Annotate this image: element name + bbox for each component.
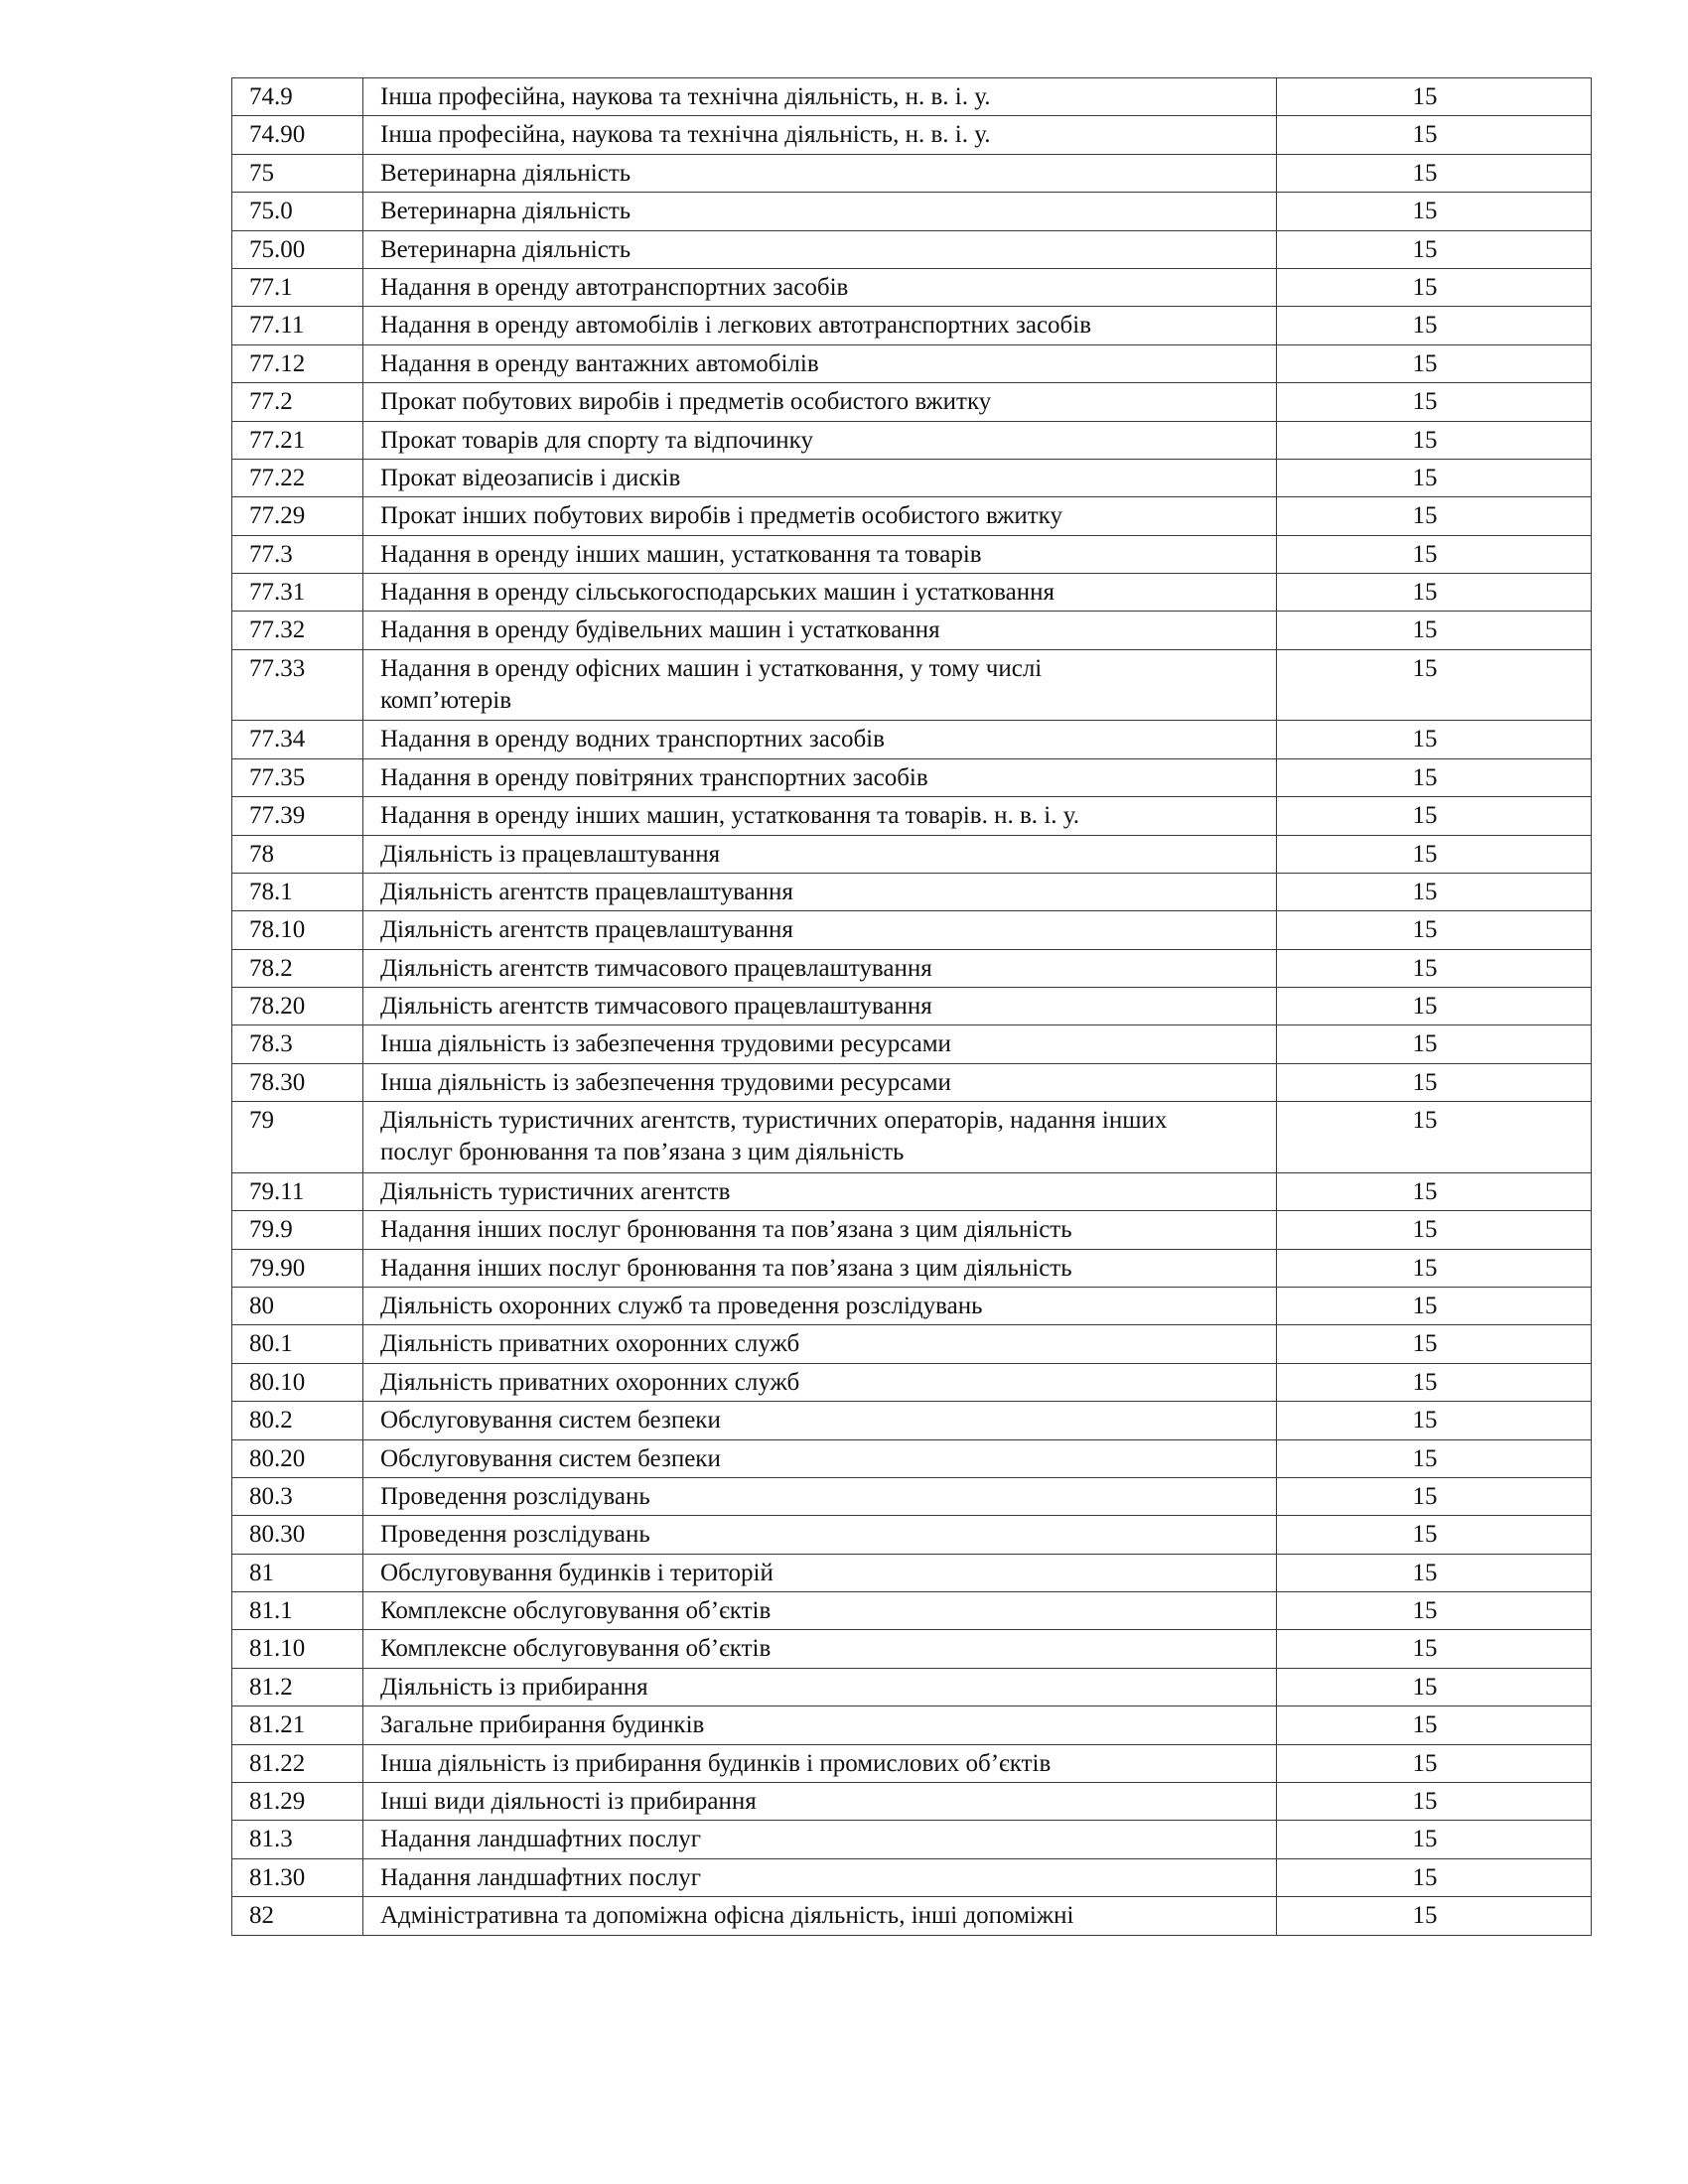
activity-rate: 15 [1277, 1172, 1592, 1210]
activity-code: 74.90 [232, 116, 363, 154]
activity-name [363, 1858, 1277, 1896]
activity-name [363, 1630, 1277, 1668]
activity-rate: 15 [1277, 497, 1592, 535]
activity-code: 78.30 [232, 1063, 363, 1101]
table-row [232, 1897, 1592, 1935]
activity-name [363, 873, 1277, 910]
table-row [232, 649, 1592, 721]
activity-name-line: Інша професійна, наукова та технічна діяльність, н. в. і. у. [380, 121, 991, 149]
activity-rate: 15 [1277, 1706, 1592, 1744]
activity-name [363, 1897, 1277, 1935]
activity-code: 78.2 [232, 949, 363, 987]
table-row [232, 230, 1592, 268]
table-row [232, 459, 1592, 496]
activity-rate: 15 [1277, 78, 1592, 116]
activity-table-body [232, 78, 1592, 1936]
activity-name [363, 1744, 1277, 1782]
activity-rate: 15 [1277, 1630, 1592, 1668]
activity-rate: 15 [1277, 1287, 1592, 1324]
activity-code: 77.22 [232, 459, 363, 496]
table-row [232, 1744, 1592, 1782]
table-row [232, 383, 1592, 421]
activity-name-line: Ветеринарна діяльність [380, 198, 632, 225]
activity-name [363, 307, 1277, 344]
activity-name [363, 574, 1277, 612]
activity-code: 81.21 [232, 1706, 363, 1744]
activity-code: 79 [232, 1102, 363, 1173]
activity-rate: 15 [1277, 154, 1592, 192]
activity-code: 81.2 [232, 1668, 363, 1706]
activity-name [363, 949, 1277, 987]
activity-name-line: Діяльність агентств працевлаштування [380, 916, 793, 944]
activity-name-line: Інші види діяльності із прибирання [380, 1788, 757, 1816]
activity-rate: 15 [1277, 649, 1592, 721]
table-row [232, 612, 1592, 649]
activity-name-line: Діяльність приватних охоронних служб [380, 1368, 800, 1396]
activity-code: 77.33 [232, 649, 363, 721]
table-row [232, 1516, 1592, 1554]
activity-rate: 15 [1277, 1363, 1592, 1401]
activity-rate: 15 [1277, 459, 1592, 496]
activity-name-line: Надання ландшафтних послуг [380, 1826, 701, 1853]
activity-name-line: Прокат відеозаписів і дисків [380, 464, 681, 491]
activity-code: 77.1 [232, 268, 363, 306]
activity-rate: 15 [1277, 1821, 1592, 1858]
activity-rate: 15 [1277, 612, 1592, 649]
activity-name-line: Надання ландшафтних послуг [380, 1863, 701, 1891]
table-row [232, 307, 1592, 344]
table-row [232, 78, 1592, 116]
activity-rate: 15 [1277, 1439, 1592, 1477]
activity-code: 77.12 [232, 344, 363, 382]
table-row [232, 1172, 1592, 1210]
activity-name-line: Діяльність агентств працевлаштування [380, 878, 793, 905]
table-row [232, 574, 1592, 612]
activity-name [363, 459, 1277, 496]
activity-code: 81 [232, 1554, 363, 1591]
activity-rate: 15 [1277, 988, 1592, 1025]
activity-name-line: Загальне прибирання будинків [380, 1711, 705, 1739]
activity-name-line: Комплексне обслуговування об’єктів [380, 1597, 772, 1625]
activity-rate: 15 [1277, 116, 1592, 154]
activity-name [363, 154, 1277, 192]
activity-name [363, 1439, 1277, 1477]
table-row [232, 1592, 1592, 1630]
activity-name [363, 835, 1277, 873]
activity-name-line: Надання в оренду автотранспортних засобів [380, 273, 849, 301]
table-row [232, 1025, 1592, 1063]
activity-code: 75.0 [232, 193, 363, 230]
activity-code: 79.9 [232, 1211, 363, 1249]
activity-code: 78.10 [232, 911, 363, 949]
activity-name [363, 1172, 1277, 1210]
activity-code: 77.3 [232, 535, 363, 573]
activity-name [363, 758, 1277, 796]
activity-name-line: Діяльність із працевлаштування [380, 840, 721, 868]
table-row [232, 1439, 1592, 1477]
activity-code: 80.30 [232, 1516, 363, 1554]
activity-name-line: Діяльність охоронних служб та проведення розслідувань [380, 1292, 983, 1319]
activity-name-line: Діяльність агентств тимчасового працевлаштування [380, 954, 932, 982]
activity-name [363, 1063, 1277, 1101]
table-row [232, 911, 1592, 949]
table-row [232, 1402, 1592, 1439]
activity-name [363, 1554, 1277, 1591]
table-row [232, 1102, 1592, 1173]
activity-name [363, 612, 1277, 649]
table-row [232, 1554, 1592, 1591]
activity-code: 79.90 [232, 1249, 363, 1287]
activity-name [363, 649, 1277, 721]
activity-rate: 15 [1277, 1592, 1592, 1630]
activity-name [363, 797, 1277, 835]
activity-name [363, 78, 1277, 116]
activity-rate: 15 [1277, 758, 1592, 796]
activity-name-line: Діяльність із прибирання [380, 1673, 648, 1701]
activity-name-line: Інша діяльність із прибирання будинків і промислових об’єктів [380, 1749, 1052, 1777]
table-row [232, 1325, 1592, 1363]
table-row [232, 154, 1592, 192]
activity-name-line: Надання в оренду офісних машин і устатковання, у тому числі [380, 654, 1043, 682]
activity-rate: 15 [1277, 307, 1592, 344]
activity-rate: 15 [1277, 1783, 1592, 1821]
activity-code: 80.3 [232, 1477, 363, 1515]
activity-name [363, 268, 1277, 306]
activity-name-line: Діяльність приватних охоронних служб [380, 1330, 800, 1358]
activity-name-line: Надання в оренду сільськогосподарських машин і устатковання [380, 579, 1055, 607]
activity-name [363, 1363, 1277, 1401]
table-row [232, 1249, 1592, 1287]
activity-rate: 15 [1277, 1516, 1592, 1554]
activity-rate: 15 [1277, 1325, 1592, 1363]
activity-name-line: Інша діяльність із забезпечення трудовими ресурсами [380, 1068, 951, 1096]
activity-name [363, 1025, 1277, 1063]
table-row [232, 721, 1592, 758]
table-row [232, 873, 1592, 910]
activity-name-line: Прокат побутових виробів і предметів особистого вжитку [380, 388, 992, 416]
activity-name-line: Надання в оренду водних транспортних засобів [380, 726, 885, 753]
activity-code: 78 [232, 835, 363, 873]
activity-name-line: Проведення розслідувань [380, 1521, 650, 1549]
activity-rate: 15 [1277, 421, 1592, 459]
table-row [232, 949, 1592, 987]
activity-rate: 15 [1277, 1025, 1592, 1063]
activity-rate: 15 [1277, 1897, 1592, 1935]
activity-name [363, 230, 1277, 268]
activity-table [231, 77, 1592, 1936]
activity-name-line: Діяльність агентств тимчасового працевлаштування [380, 993, 932, 1021]
table-row [232, 1363, 1592, 1401]
table-row [232, 1063, 1592, 1101]
activity-code: 77.29 [232, 497, 363, 535]
activity-name-line: Обслуговування будинків і територій [380, 1559, 774, 1586]
activity-rate: 15 [1277, 1249, 1592, 1287]
table-row [232, 268, 1592, 306]
activity-name [363, 421, 1277, 459]
activity-name [363, 911, 1277, 949]
activity-rate: 15 [1277, 1211, 1592, 1249]
activity-name [363, 1783, 1277, 1821]
activity-rate: 15 [1277, 1402, 1592, 1439]
activity-rate: 15 [1277, 873, 1592, 910]
activity-name-line: Надання інших послуг бронювання та пов’язана з цим діяльність [380, 1254, 1072, 1282]
activity-name-line: Ветеринарна діяльність [380, 159, 632, 187]
activity-rate: 15 [1277, 835, 1592, 873]
table-row [232, 1211, 1592, 1249]
table-row [232, 835, 1592, 873]
activity-name [363, 1325, 1277, 1363]
activity-name [363, 1287, 1277, 1324]
table-row [232, 1783, 1592, 1821]
activity-code: 81.22 [232, 1744, 363, 1782]
activity-name-line: комп’ютерів [380, 686, 512, 714]
activity-name [363, 497, 1277, 535]
activity-code: 75 [232, 154, 363, 192]
activity-code: 81.30 [232, 1858, 363, 1896]
activity-rate: 15 [1277, 574, 1592, 612]
activity-code: 77.35 [232, 758, 363, 796]
activity-name-line: Інша професійна, наукова та технічна діяльність, н. в. і. у. [380, 83, 991, 110]
activity-name [363, 1211, 1277, 1249]
activity-rate: 15 [1277, 949, 1592, 987]
activity-name-line: Комплексне обслуговування об’єктів [380, 1635, 772, 1663]
activity-code: 80.2 [232, 1402, 363, 1439]
activity-rate: 15 [1277, 1477, 1592, 1515]
activity-name-line: Ветеринарна діяльність [380, 235, 632, 263]
table-row [232, 1477, 1592, 1515]
table-row [232, 1287, 1592, 1324]
table-row [232, 1821, 1592, 1858]
activity-name [363, 988, 1277, 1025]
activity-name-line: Надання в оренду автомобілів і легкових автотранспортних засобів [380, 312, 1092, 340]
activity-code: 82 [232, 1897, 363, 1935]
table-row [232, 116, 1592, 154]
table-row [232, 535, 1592, 573]
activity-name [363, 116, 1277, 154]
activity-name-line: Прокат товарів для спорту та відпочинку [380, 426, 813, 454]
activity-rate: 15 [1277, 1063, 1592, 1101]
activity-code: 81.1 [232, 1592, 363, 1630]
activity-name [363, 193, 1277, 230]
activity-name [363, 1668, 1277, 1706]
table-row [232, 1668, 1592, 1706]
activity-name [363, 721, 1277, 758]
activity-name [363, 1516, 1277, 1554]
activity-name-line: Обслуговування систем безпеки [380, 1407, 721, 1434]
activity-rate: 15 [1277, 1554, 1592, 1591]
activity-name [363, 344, 1277, 382]
activity-name-line: Проведення розслідувань [380, 1482, 650, 1510]
table-row [232, 797, 1592, 835]
activity-name-line: Надання інших послуг бронювання та пов’язана з цим діяльність [380, 1216, 1072, 1244]
activity-name-line: Надання в оренду інших машин, устатковання та товарів [380, 540, 982, 568]
activity-rate: 15 [1277, 344, 1592, 382]
table-row [232, 344, 1592, 382]
activity-code: 78.20 [232, 988, 363, 1025]
activity-name [363, 383, 1277, 421]
activity-name-line: Надання в оренду інших машин, устатковання та товарів. н. в. і. у. [380, 802, 1079, 830]
activity-code: 78.1 [232, 873, 363, 910]
activity-rate: 15 [1277, 721, 1592, 758]
activity-code: 77.31 [232, 574, 363, 612]
activity-code: 81.29 [232, 1783, 363, 1821]
activity-name [363, 535, 1277, 573]
activity-code: 81.10 [232, 1630, 363, 1668]
activity-name [363, 1821, 1277, 1858]
activity-code: 77.11 [232, 307, 363, 344]
activity-code: 80.20 [232, 1439, 363, 1477]
activity-code: 78.3 [232, 1025, 363, 1063]
activity-name-line: Надання в оренду повітряних транспортних засобів [380, 763, 928, 791]
activity-name-line: Надання в оренду вантажних автомобілів [380, 349, 819, 377]
activity-name [363, 1402, 1277, 1439]
activity-code: 80.1 [232, 1325, 363, 1363]
activity-rate: 15 [1277, 383, 1592, 421]
activity-name [363, 1477, 1277, 1515]
activity-name-line: Прокат інших побутових виробів і предметів особистого вжитку [380, 502, 1062, 530]
activity-rate: 15 [1277, 1102, 1592, 1173]
table-row [232, 758, 1592, 796]
activity-code: 77.21 [232, 421, 363, 459]
activity-name [363, 1706, 1277, 1744]
table-row [232, 988, 1592, 1025]
activity-rate: 15 [1277, 268, 1592, 306]
activity-name-line: Надання в оренду будівельних машин і устатковання [380, 616, 940, 644]
activity-name-line: Діяльність туристичних агентств [380, 1177, 731, 1205]
activity-name-line: послуг бронювання та пов’язана з цим діяльність [380, 1139, 905, 1166]
table-row [232, 1858, 1592, 1896]
activity-rate: 15 [1277, 193, 1592, 230]
activity-code: 80 [232, 1287, 363, 1324]
activity-rate: 15 [1277, 1668, 1592, 1706]
table-row [232, 1706, 1592, 1744]
activity-name-line: Адміністративна та допоміжна офісна діяльність, інші допоміжні [380, 1902, 1074, 1930]
activity-code: 77.39 [232, 797, 363, 835]
activity-code: 77.32 [232, 612, 363, 649]
activity-code: 77.2 [232, 383, 363, 421]
activity-code: 74.9 [232, 78, 363, 116]
table-row [232, 421, 1592, 459]
activity-code: 75.00 [232, 230, 363, 268]
table-row [232, 193, 1592, 230]
activity-code: 77.34 [232, 721, 363, 758]
activity-rate: 15 [1277, 797, 1592, 835]
activity-rate: 15 [1277, 535, 1592, 573]
activity-rate: 15 [1277, 230, 1592, 268]
activity-code: 80.10 [232, 1363, 363, 1401]
activity-name [363, 1249, 1277, 1287]
activity-name-line: Обслуговування систем безпеки [380, 1444, 721, 1472]
activity-name [363, 1102, 1277, 1173]
activity-name-line: Діяльність туристичних агентств, туристичних операторів, надання інших [380, 1107, 1168, 1135]
table-row [232, 497, 1592, 535]
activity-name-line: Інша діяльність із забезпечення трудовими ресурсами [380, 1030, 951, 1058]
activity-rate: 15 [1277, 1858, 1592, 1896]
table-row [232, 1630, 1592, 1668]
activity-code: 81.3 [232, 1821, 363, 1858]
activity-name [363, 1592, 1277, 1630]
activity-code: 79.11 [232, 1172, 363, 1210]
activity-rate: 15 [1277, 1744, 1592, 1782]
activity-rate: 15 [1277, 911, 1592, 949]
